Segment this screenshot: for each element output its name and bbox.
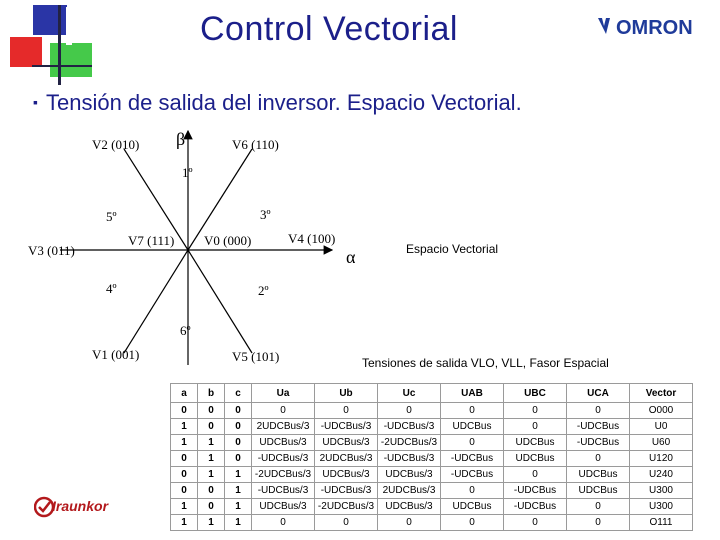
table-cell: U120 — [630, 451, 693, 467]
v5-label: V5 (101) — [232, 349, 280, 364]
table-cell: U300 — [630, 483, 693, 499]
table-row — [171, 403, 693, 419]
table-header-row — [171, 384, 693, 403]
table-cell: 1 — [225, 467, 252, 483]
vector-v5-line — [188, 250, 252, 353]
col-header: a — [171, 384, 198, 403]
table-cell: 0 — [198, 499, 225, 515]
table-cell: 0 — [441, 483, 504, 499]
table-cell: 0 — [441, 403, 504, 419]
table-cell: -UDCBus — [567, 419, 630, 435]
table-cell: -UDCBus — [504, 499, 567, 515]
table-cell: UDCBus/3 — [378, 467, 441, 483]
slide-heading — [33, 90, 522, 116]
table-cell: 1 — [198, 451, 225, 467]
table-cell: 0 — [504, 419, 567, 435]
col-header: Uc — [378, 384, 441, 403]
table-cell: 0 — [441, 435, 504, 451]
table-cell: 1 — [198, 435, 225, 451]
table-cell: U0 — [630, 419, 693, 435]
table-row — [171, 499, 693, 515]
table-cell: -UDCBus — [567, 435, 630, 451]
table-cell: -UDCBus/3 — [252, 451, 315, 467]
table-cell: O000 — [630, 403, 693, 419]
table-row — [171, 435, 693, 451]
iraunkor-brand: Iraunkor — [52, 498, 109, 514]
table-cell: UDCBus — [441, 419, 504, 435]
table-cell: 0 — [504, 467, 567, 483]
table-cell: U300 — [630, 499, 693, 515]
alpha-label: α — [346, 247, 356, 267]
table-cell: UDCBus — [567, 467, 630, 483]
table-cell: UDCBus/3 — [252, 435, 315, 451]
table-cell: 0 — [504, 515, 567, 531]
axes — [60, 131, 332, 365]
table-row — [171, 419, 693, 435]
v4-label: V4 (100) — [288, 231, 336, 246]
table-cell: 0 — [171, 451, 198, 467]
table-cell: 0 — [225, 435, 252, 451]
v7-label: V7 (111) — [128, 233, 175, 248]
sector-4-label: 4º — [106, 281, 117, 296]
table-cell: 0 — [171, 483, 198, 499]
table-cell: 2UDCBus/3 — [315, 451, 378, 467]
table-cell: 1 — [198, 515, 225, 531]
table-caption: Tensiones de salida VLO, VLL, Fasor Espacial — [362, 356, 609, 370]
beta-label: β — [176, 129, 186, 149]
vector-v1-line — [124, 250, 188, 353]
col-header: c — [225, 384, 252, 403]
table-cell: 0 — [198, 403, 225, 419]
table-row — [171, 483, 693, 499]
table-cell: 0 — [252, 515, 315, 531]
decorative-squares — [10, 5, 95, 85]
table-cell: 0 — [567, 515, 630, 531]
table-cell: -2UDCBus/3 — [315, 499, 378, 515]
svg-text:OMRON: OMRON — [616, 17, 693, 38]
table-cell: -UDCBus — [441, 467, 504, 483]
table-cell: 0 — [171, 467, 198, 483]
table-cell: -UDCBus/3 — [378, 419, 441, 435]
sector-1-label: 1º — [182, 165, 193, 180]
table-cell: 1 — [198, 467, 225, 483]
table-cell: 0 — [225, 419, 252, 435]
bullet-icon: ▪ — [33, 94, 38, 110]
table-cell: 2UDCBus/3 — [378, 483, 441, 499]
table-cell: 0 — [198, 483, 225, 499]
col-header: Ua — [252, 384, 315, 403]
table-cell: U60 — [630, 435, 693, 451]
table-cell: -UDCBus/3 — [315, 419, 378, 435]
table-cell: 0 — [171, 403, 198, 419]
table-cell: -2UDCBus/3 — [378, 435, 441, 451]
table-cell: UDCBus/3 — [378, 499, 441, 515]
table-cell: 0 — [198, 419, 225, 435]
table-cell: UDCBus/3 — [315, 435, 378, 451]
table-cell: UDCBus/3 — [315, 467, 378, 483]
sector-3-label: 3º — [260, 207, 271, 222]
col-header: Vector — [630, 384, 693, 403]
table-cell: 0 — [504, 403, 567, 419]
sector-5-label: 5º — [106, 209, 117, 224]
table-cell: O111 — [630, 515, 693, 531]
table-cell: 0 — [567, 403, 630, 419]
table-cell: 1 — [225, 515, 252, 531]
table-cell: 0 — [225, 403, 252, 419]
v1-label: V1 (001) — [92, 347, 140, 362]
table-cell: 0 — [441, 515, 504, 531]
col-header: Ub — [315, 384, 378, 403]
table-cell: -UDCBus/3 — [378, 451, 441, 467]
table-cell: 0 — [225, 451, 252, 467]
col-header: b — [198, 384, 225, 403]
sector-2-label: 2º — [258, 283, 269, 298]
table-row — [171, 467, 693, 483]
slide-title: Control Vectorial — [200, 10, 458, 48]
table-cell: -UDCBus/3 — [315, 483, 378, 499]
sector-6-label: 6º — [180, 323, 191, 338]
table-cell: 0 — [567, 451, 630, 467]
table-cell: 1 — [225, 483, 252, 499]
col-header: UCA — [567, 384, 630, 403]
vector-space-diagram — [20, 125, 370, 370]
table-cell: 1 — [171, 515, 198, 531]
table-cell: 1 — [171, 499, 198, 515]
voltage-table — [170, 383, 693, 531]
table-cell: -UDCBus — [504, 483, 567, 499]
col-header: UBC — [504, 384, 567, 403]
v2-label: V2 (010) — [92, 137, 140, 152]
v3-label: V3 (011) — [28, 243, 75, 258]
table-cell: 1 — [171, 419, 198, 435]
vector-space-caption: Espacio Vectorial — [406, 242, 499, 256]
table-cell: U240 — [630, 467, 693, 483]
table-cell: 1 — [171, 435, 198, 451]
table-cell: 0 — [315, 515, 378, 531]
table-cell: 0 — [567, 499, 630, 515]
table-cell: UDCBus — [504, 435, 567, 451]
table-cell: -UDCBus — [441, 451, 504, 467]
table-cell: 0 — [378, 515, 441, 531]
table-cell: 0 — [378, 403, 441, 419]
table-cell: UDCBus — [504, 451, 567, 467]
table-row — [171, 451, 693, 467]
table-cell: -2UDCBus/3 — [252, 467, 315, 483]
table-cell: 1 — [225, 499, 252, 515]
table-cell: UDCBus — [441, 499, 504, 515]
v0-label: V0 (000) — [204, 233, 252, 248]
table-cell: -UDCBus/3 — [252, 483, 315, 499]
heading-text: Tensión de salida del inversor. Espacio Vectorial. — [45, 90, 522, 115]
table-row — [171, 515, 693, 531]
omron-logo — [596, 14, 700, 38]
col-header: UAB — [441, 384, 504, 403]
table-cell: 2UDCBus/3 — [252, 419, 315, 435]
v6-label: V6 (110) — [232, 137, 279, 152]
table-cell: UDCBus/3 — [252, 499, 315, 515]
table-cell: 0 — [252, 403, 315, 419]
table-cell: 0 — [315, 403, 378, 419]
table-cell: UDCBus — [567, 483, 630, 499]
